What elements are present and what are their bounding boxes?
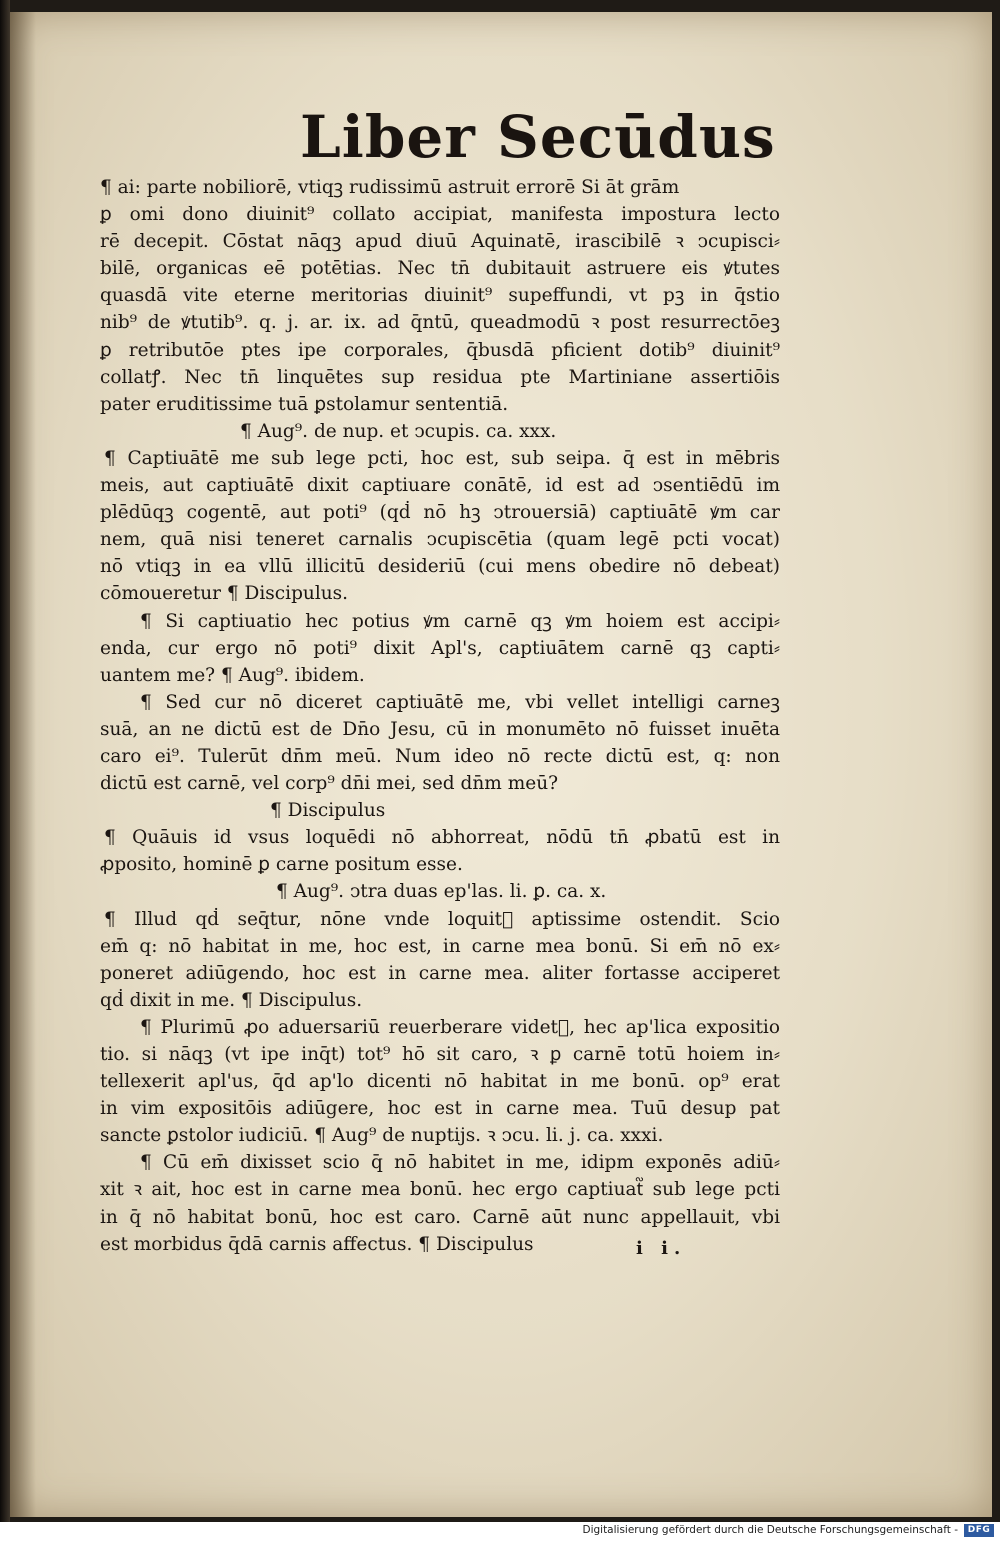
dfg-logo-icon: DFG — [964, 1524, 994, 1537]
text-line: ¶ Sed cur nō diceret captiuātē me, vbi vellet intelligi carneꝫ — [140, 691, 780, 713]
text-line: in q̄ nō habitat bonū, hoc est caro. Carnē aūt nunc appellauit, vbi — [100, 1206, 780, 1228]
text-line: dictū est carnē, vel corp⁹ dn̄i mei, sed dn̄m meū? — [100, 773, 559, 795]
binding-edge — [0, 0, 10, 1522]
text-line: ¶ Captiuātē me sub lege pcti, hoc est, sub seipa. q̄ est in mēbris — [104, 447, 780, 469]
spine-shadow — [10, 12, 36, 1517]
running-head: Liber Secūdus — [300, 103, 776, 171]
text-line: ¶ Plurimū ꝓo aduersariū reuerberare videt᷑, hec ap'lica expositio — [140, 1016, 780, 1038]
text-line: ¶ Si captiuatio hec potius ꝟm carnē qꝫ ꝟm hoiem est accipi⸗ — [140, 610, 780, 632]
text-line: cōmoueretur ¶ Discipulus. — [100, 583, 349, 605]
text-line: ¶ Aug⁹. ↄtra duas ep'las. li. ꝑ. ca. x. — [276, 881, 607, 903]
text-line: ¶ Quāuis id vsus loquēdi nō abhorreat, nōdū tn̄ ꝓbatū est in — [104, 827, 780, 849]
text-line: enda, cur ergo nō poti⁹ dixit Apl's, captiuātem carnē qꝫ capti⸗ — [100, 637, 780, 659]
text-line: bilē, organicas eē potētias. Nec tn̄ dubitauit astruere eis ꝟtutes — [100, 258, 780, 280]
text-line: tio. si nāqꝫ (vt ipe inq̄t) tot⁹ hō sit caro, ꝛ ꝑ carnē totū hoiem in⸗ — [100, 1044, 780, 1065]
text-line: est morbidus q̄dā carnis affectus. ¶ Discipulus — [100, 1233, 534, 1255]
text-line: qḋ dixit in me. ¶ Discipulus. — [100, 989, 363, 1011]
text-line: ¶ Aug⁹. de nup. et ↄcupis. ca. xxx. — [240, 420, 557, 442]
text-line: in vim expositōis adiūgere, hoc est in carne mea. Tuū desup pat — [100, 1098, 780, 1120]
text-line: ꝑ omi dono diuinit⁹ collato accipiat, manifesta impostura lecto — [100, 204, 780, 226]
text-block — [100, 174, 780, 1258]
text-line: rē decepit. Cōstat nāqꝫ apud diuū Aquinatē, irascibilē ꝛ ↄcupisci⸗ — [100, 231, 780, 253]
text-line: poneret adiūgendo, hoc est in carne mea. aliter fortasse acciperet — [100, 962, 780, 984]
text-line: xit ꝛ ait, hoc est in carne mea bonū. hec ergo captiuat᷑ sub lege pcti — [100, 1179, 780, 1201]
text-line: ¶ ai: parte nobiliorē, vtiqꝫ rudissimū astruit errorē Si āt grām — [100, 177, 680, 198]
text-line: caro ei⁹. Tulerūt dn̄m meū. Num ideo nō recte dictū est, q: non — [100, 745, 780, 767]
text-line: sancte ꝑstolor iudiciū. ¶ Aug⁹ de nuptijs. ꝛ ↄcu. li. j. ca. xxxi. — [100, 1125, 664, 1147]
text-line: suā, an ne dictū est de Dn̄o Jesu, cū in monumēto nō fuisset inuēta — [100, 718, 780, 740]
text-line: uantem me? ¶ Aug⁹. ibidem. — [100, 664, 365, 686]
text-line: nem, quā nisi teneret carnalis ↄcupiscētia (quam legē pcti vocat) — [100, 529, 780, 551]
text-line: pater eruditissime tuā ꝑstolamur sententiā. — [100, 393, 509, 415]
text-line: em̄ q: nō habitat in me, hoc est, in carne mea bonū. Si em̄ nō ex⸗ — [100, 935, 780, 957]
signature-mark: i i. — [636, 1238, 687, 1259]
footer-credit: Digitalisierung gefördert durch die Deutsche Forschungsgemeinschaft - — [582, 1524, 958, 1536]
text-line: plēdūqꝫ cogentē, aut poti⁹ (qḋ nō hꝫ ↄtrouersiā) captiuātē ꝟm car — [100, 502, 780, 524]
text-line: nib⁹ de ꝟtutib⁹. q. j. ar. ix. ad q̄ntū, queadmodū ꝛ post resurrectōeꝫ — [100, 312, 780, 334]
text-line: nō vtiqꝫ in ea vllū illicitū desideriū (cui mens obedire nō debeat) — [100, 556, 780, 578]
text-line: meis, aut captiuātē dixit captiuare conātē, id est ad ↄsentiēdū im — [100, 475, 780, 497]
text-line: collatꝭ. Nec tn̄ linquētes sup residua pte Martiniane assertiōis — [100, 366, 780, 388]
text-line: ꝓposito, hominē ꝑ carne positum esse. — [100, 854, 463, 876]
text-line: ¶ Illud qḋ seq̄tur, nōne vnde loquit᷑ aptissime ostendit. Scio — [104, 908, 780, 930]
text-line: quasdā vite eterne meritorias diuinit⁹ supeffundi, vt pꝫ in q̄stio — [100, 285, 780, 307]
text-line: ¶ Discipulus — [270, 800, 386, 822]
text-line: ¶ Cū em̄ dixisset scio q̄ nō habitet in me, idipm exponēs adiū⸗ — [140, 1152, 780, 1174]
text-line: ꝑ retributōe ptes ipe corporales, q̄busdā pficient dotib⁹ diuinit⁹ — [100, 339, 780, 361]
text-line: tellexerit apl'us, q̄d ap'lo dicenti nō habitat in me bonū. op⁹ erat — [100, 1071, 780, 1093]
